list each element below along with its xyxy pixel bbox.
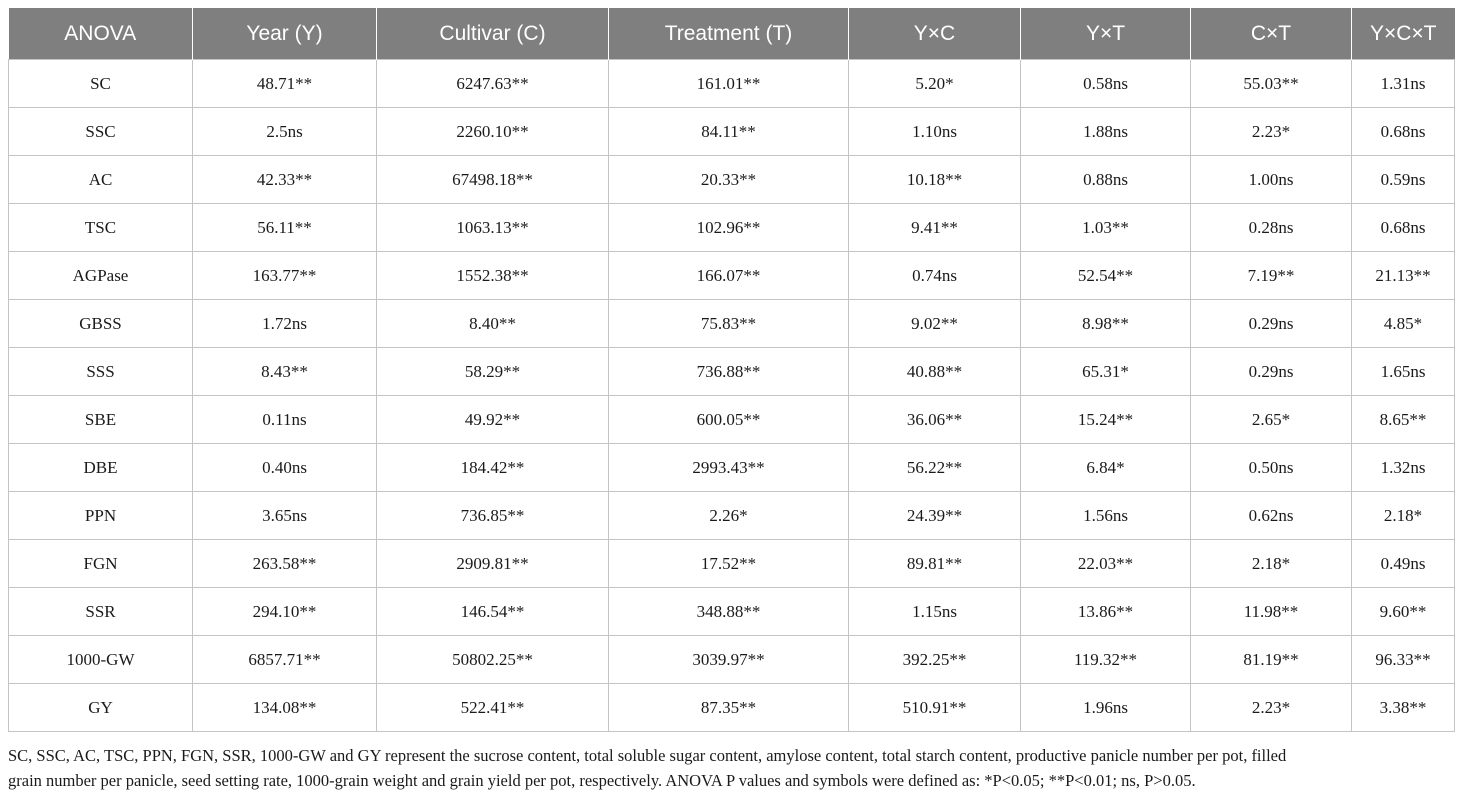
table-row xyxy=(9,396,1455,444)
table-row xyxy=(9,300,1455,348)
table-row xyxy=(9,60,1455,108)
header-cell-yxt: Y×T xyxy=(1021,8,1191,60)
value-cell: 8.43** xyxy=(193,348,377,396)
value-cell: 0.29ns xyxy=(1191,348,1352,396)
value-cell: 42.33** xyxy=(193,156,377,204)
row-label-cell: GBSS xyxy=(9,300,193,348)
value-cell: 2.26* xyxy=(609,492,849,540)
value-cell: 55.03** xyxy=(1191,60,1352,108)
value-cell: 96.33** xyxy=(1352,636,1455,684)
header-cell-cultivar: Cultivar (C) xyxy=(377,8,609,60)
value-cell: 146.54** xyxy=(377,588,609,636)
value-cell: 0.62ns xyxy=(1191,492,1352,540)
table-body xyxy=(9,60,1455,732)
value-cell: 522.41** xyxy=(377,684,609,732)
value-cell: 0.11ns xyxy=(193,396,377,444)
row-label-cell: SC xyxy=(9,60,193,108)
value-cell: 67498.18** xyxy=(377,156,609,204)
value-cell: 6857.71** xyxy=(193,636,377,684)
value-cell: 0.59ns xyxy=(1352,156,1455,204)
value-cell: 1063.13** xyxy=(377,204,609,252)
table-row xyxy=(9,444,1455,492)
value-cell: 1.65ns xyxy=(1352,348,1455,396)
footnote-line-2: grain number per panicle, seed setting rate, 1000-grain weight and grain yield per pot, respectively. ANOVA P values and symbols were defined as: *P<0.05; **P<0.01; ns, P>0.05. xyxy=(8,771,1196,790)
table-row xyxy=(9,348,1455,396)
row-label-cell: SSS xyxy=(9,348,193,396)
value-cell: 8.65** xyxy=(1352,396,1455,444)
value-cell: 48.71** xyxy=(193,60,377,108)
value-cell: 294.10** xyxy=(193,588,377,636)
row-label-cell: TSC xyxy=(9,204,193,252)
value-cell: 40.88** xyxy=(849,348,1021,396)
table-row xyxy=(9,588,1455,636)
value-cell: 5.20* xyxy=(849,60,1021,108)
value-cell: 3039.97** xyxy=(609,636,849,684)
value-cell: 102.96** xyxy=(609,204,849,252)
value-cell: 1.72ns xyxy=(193,300,377,348)
value-cell: 87.35** xyxy=(609,684,849,732)
value-cell: 134.08** xyxy=(193,684,377,732)
value-cell: 166.07** xyxy=(609,252,849,300)
value-cell: 58.29** xyxy=(377,348,609,396)
value-cell: 1.10ns xyxy=(849,108,1021,156)
value-cell: 0.68ns xyxy=(1352,108,1455,156)
table-footnote xyxy=(8,743,1454,793)
row-label-cell: SBE xyxy=(9,396,193,444)
header-cell-treatment: Treatment (T) xyxy=(609,8,849,60)
value-cell: 75.83** xyxy=(609,300,849,348)
value-cell: 3.65ns xyxy=(193,492,377,540)
value-cell: 56.11** xyxy=(193,204,377,252)
header-cell-yxc: Y×C xyxy=(849,8,1021,60)
value-cell: 24.39** xyxy=(849,492,1021,540)
value-cell: 65.31* xyxy=(1021,348,1191,396)
value-cell: 21.13** xyxy=(1352,252,1455,300)
value-cell: 2260.10** xyxy=(377,108,609,156)
table-row xyxy=(9,636,1455,684)
table-row xyxy=(9,684,1455,732)
value-cell: 17.52** xyxy=(609,540,849,588)
row-label-cell: AC xyxy=(9,156,193,204)
value-cell: 9.41** xyxy=(849,204,1021,252)
value-cell: 1.00ns xyxy=(1191,156,1352,204)
value-cell: 736.85** xyxy=(377,492,609,540)
table-row xyxy=(9,156,1455,204)
value-cell: 600.05** xyxy=(609,396,849,444)
value-cell: 0.50ns xyxy=(1191,444,1352,492)
value-cell: 736.88** xyxy=(609,348,849,396)
row-label-cell: GY xyxy=(9,684,193,732)
value-cell: 2.65* xyxy=(1191,396,1352,444)
value-cell: 1.15ns xyxy=(849,588,1021,636)
value-cell: 1.88ns xyxy=(1021,108,1191,156)
value-cell: 81.19** xyxy=(1191,636,1352,684)
value-cell: 0.58ns xyxy=(1021,60,1191,108)
value-cell: 8.98** xyxy=(1021,300,1191,348)
value-cell: 9.60** xyxy=(1352,588,1455,636)
value-cell: 20.33** xyxy=(609,156,849,204)
value-cell: 2993.43** xyxy=(609,444,849,492)
value-cell: 84.11** xyxy=(609,108,849,156)
value-cell: 52.54** xyxy=(1021,252,1191,300)
row-label-cell: SSC xyxy=(9,108,193,156)
value-cell: 50802.25** xyxy=(377,636,609,684)
value-cell: 7.19** xyxy=(1191,252,1352,300)
value-cell: 1552.38** xyxy=(377,252,609,300)
table-row xyxy=(9,204,1455,252)
table-row xyxy=(9,540,1455,588)
table-row xyxy=(9,108,1455,156)
value-cell: 348.88** xyxy=(609,588,849,636)
value-cell: 15.24** xyxy=(1021,396,1191,444)
value-cell: 4.85* xyxy=(1352,300,1455,348)
value-cell: 119.32** xyxy=(1021,636,1191,684)
value-cell: 1.96ns xyxy=(1021,684,1191,732)
footnote-line-1: SC, SSC, AC, TSC, PPN, FGN, SSR, 1000-GW and GY represent the sucrose content, total soluble sugar content, amylose content, total starch content, productive panicle number per pot, filled xyxy=(8,746,1287,765)
value-cell: 0.88ns xyxy=(1021,156,1191,204)
row-label-cell: 1000-GW xyxy=(9,636,193,684)
value-cell: 36.06** xyxy=(849,396,1021,444)
value-cell: 6.84* xyxy=(1021,444,1191,492)
value-cell: 2.23* xyxy=(1191,108,1352,156)
value-cell: 0.28ns xyxy=(1191,204,1352,252)
value-cell: 56.22** xyxy=(849,444,1021,492)
value-cell: 2.18* xyxy=(1191,540,1352,588)
table-row xyxy=(9,492,1455,540)
value-cell: 6247.63** xyxy=(377,60,609,108)
value-cell: 510.91** xyxy=(849,684,1021,732)
value-cell: 392.25** xyxy=(849,636,1021,684)
value-cell: 163.77** xyxy=(193,252,377,300)
value-cell: 2.5ns xyxy=(193,108,377,156)
row-label-cell: PPN xyxy=(9,492,193,540)
value-cell: 0.68ns xyxy=(1352,204,1455,252)
header-cell-year: Year (Y) xyxy=(193,8,377,60)
table-header-row xyxy=(9,8,1455,60)
value-cell: 89.81** xyxy=(849,540,1021,588)
value-cell: 0.29ns xyxy=(1191,300,1352,348)
header-cell-cxt: C×T xyxy=(1191,8,1352,60)
header-cell-yxcxt: Y×C×T xyxy=(1352,8,1455,60)
header-cell-anova: ANOVA xyxy=(9,8,193,60)
value-cell: 8.40** xyxy=(377,300,609,348)
value-cell: 3.38** xyxy=(1352,684,1455,732)
value-cell: 2909.81** xyxy=(377,540,609,588)
value-cell: 1.32ns xyxy=(1352,444,1455,492)
anova-table-container xyxy=(8,8,1454,732)
value-cell: 161.01** xyxy=(609,60,849,108)
row-label-cell: FGN xyxy=(9,540,193,588)
row-label-cell: DBE xyxy=(9,444,193,492)
value-cell: 2.18* xyxy=(1352,492,1455,540)
anova-table xyxy=(8,8,1455,732)
value-cell: 2.23* xyxy=(1191,684,1352,732)
value-cell: 184.42** xyxy=(377,444,609,492)
value-cell: 263.58** xyxy=(193,540,377,588)
value-cell: 49.92** xyxy=(377,396,609,444)
value-cell: 1.03** xyxy=(1021,204,1191,252)
value-cell: 22.03** xyxy=(1021,540,1191,588)
value-cell: 11.98** xyxy=(1191,588,1352,636)
value-cell: 0.74ns xyxy=(849,252,1021,300)
row-label-cell: AGPase xyxy=(9,252,193,300)
value-cell: 0.49ns xyxy=(1352,540,1455,588)
value-cell: 1.31ns xyxy=(1352,60,1455,108)
value-cell: 0.40ns xyxy=(193,444,377,492)
value-cell: 13.86** xyxy=(1021,588,1191,636)
value-cell: 1.56ns xyxy=(1021,492,1191,540)
value-cell: 9.02** xyxy=(849,300,1021,348)
value-cell: 10.18** xyxy=(849,156,1021,204)
table-row xyxy=(9,252,1455,300)
row-label-cell: SSR xyxy=(9,588,193,636)
